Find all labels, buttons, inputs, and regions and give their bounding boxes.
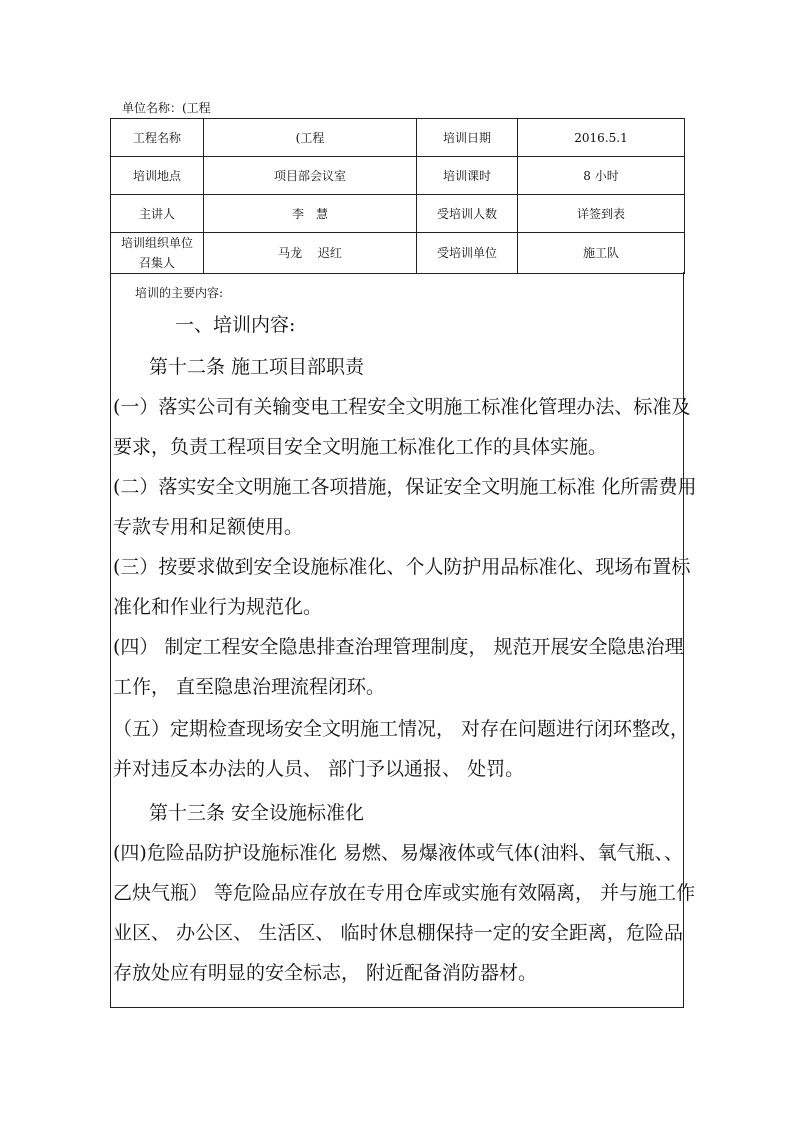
content-line: 乙炔气瓶） 等危险品应存放在专用仓库或实施有效隔离， 并与施工作: [113, 882, 696, 904]
table-row: [111, 233, 685, 274]
project-name-label: 工程名称: [111, 119, 204, 157]
content-line: 业区、 办公区、 生活区、 临时休息棚保持一定的安全距离，危险品: [113, 922, 683, 944]
content-header: 培训的主要内容:: [135, 286, 224, 300]
training-location-value: 项目部会议室: [204, 157, 417, 195]
lecturer-value: 李 慧: [204, 195, 417, 233]
training-date-label: 培训日期: [417, 119, 518, 157]
table-row: [111, 195, 685, 233]
table-row: [111, 119, 685, 157]
content-line: 第十三条 安全设施标准化: [149, 802, 365, 824]
organizer-label: 培训组织单位 召集人: [111, 233, 204, 274]
content-line: （五）定期检查现场安全文明施工情况， 对存在问题进行闭环整改，: [113, 718, 690, 740]
content-line: (一）落实公司有关输变电工程安全文明施工标准化管理办法、标准及: [113, 396, 691, 418]
content-line: 一、培训内容:: [175, 314, 296, 336]
training-date-value: 2016.5.1: [518, 119, 685, 157]
trainee-count-label: 受培训人数: [417, 195, 518, 233]
project-name-value: (工程: [204, 119, 417, 157]
organizer-value: 马龙 迟红: [204, 233, 417, 274]
training-hours-value: 8 小时: [518, 157, 685, 195]
content-line: 工作， 直至隐患治理流程闭环。: [113, 676, 386, 698]
content-line: 专款专用和足额使用。: [113, 516, 304, 538]
content-line: (四)危险品防护设施标准化 易燃、易爆液体或气体(油料、氧气瓶、、: [113, 842, 683, 864]
content-line: 第十二条 施工项目部职责: [149, 356, 365, 378]
content-line: (四） 制定工程安全隐患排查治理管理制度， 规范开展安全隐患治理: [113, 636, 684, 658]
training-hours-label: 培训课时: [417, 157, 518, 195]
unit-name-label: 单位名称：(工程: [122, 101, 211, 115]
table-row: [111, 157, 685, 195]
trainee-unit-value: 施工队: [518, 233, 685, 274]
training-location-label: 培训地点: [111, 157, 204, 195]
content-line: 要求，负责工程项目安全文明施工标准化工作的具体实施。: [113, 436, 608, 458]
trainee-unit-label: 受培训单位: [417, 233, 518, 274]
training-info-table: [110, 118, 685, 274]
lecturer-label: 主讲人: [111, 195, 204, 233]
content-line: (三）按要求做到安全设施标准化、个人防护用品标准化、现场布置标: [113, 556, 691, 578]
training-content-section: [110, 272, 697, 1008]
content-line: (二）落实安全文明施工各项措施，保证安全文明施工标准 化所需费用: [113, 476, 697, 498]
content-line: 并对违反本办法的人员、 部门予以通报、 处罚。: [113, 758, 525, 780]
content-line: 准化和作业行为规范化。: [113, 596, 323, 618]
trainee-count-value: 详签到表: [518, 195, 685, 233]
content-line: 存放处应有明显的安全标志， 附近配备消防器材。: [113, 962, 538, 984]
